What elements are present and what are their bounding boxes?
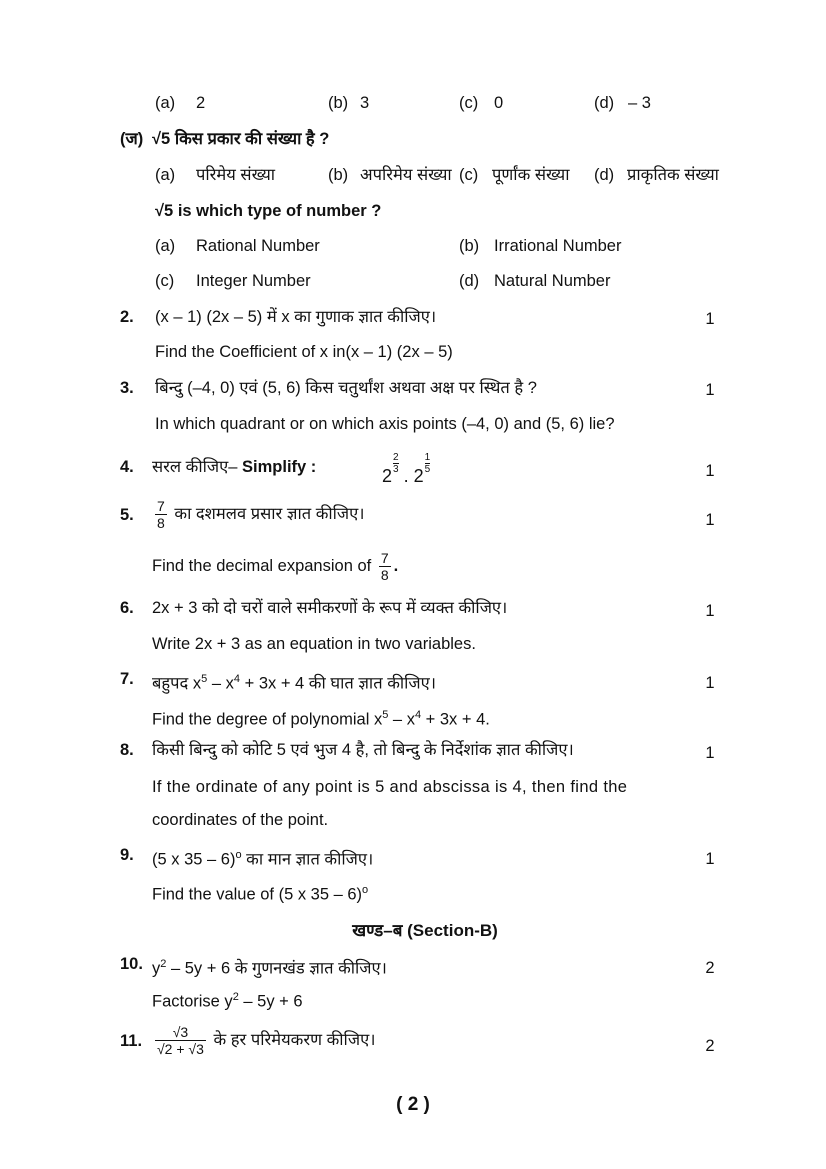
- text-segment: Find the degree of polynomial x: [152, 710, 383, 729]
- option-a-label: (a): [155, 94, 176, 112]
- fraction-denominator: 8: [380, 567, 389, 584]
- expr-base-1: 2: [382, 466, 393, 486]
- question-j-label: (ज): [120, 130, 144, 148]
- option-a-value: 2: [196, 94, 206, 112]
- text-segment: + 3x + 4.: [421, 710, 490, 729]
- question-6-marks: 1: [705, 602, 715, 620]
- option-b-label: (b): [328, 94, 349, 112]
- fraction-7-8: [379, 550, 391, 583]
- question-11-marks: 2: [705, 1037, 715, 1055]
- question-9-marks: 1: [705, 850, 715, 868]
- eng-option-b-label: (b): [459, 237, 480, 255]
- question-5-hindi-line: [152, 494, 365, 534]
- text-segment: y: [152, 959, 161, 978]
- question-number: 3.: [120, 379, 134, 397]
- question-4-text: [152, 456, 316, 478]
- option-d-value: – 3: [628, 94, 651, 112]
- option-d-label: (d): [594, 94, 615, 112]
- question-9-english: [152, 879, 368, 906]
- text-segment: – x: [207, 674, 234, 693]
- exp1-num: 2: [393, 452, 399, 463]
- exponent: o: [235, 849, 242, 861]
- exponent: 5: [201, 673, 208, 685]
- exponent: 2: [232, 991, 239, 1003]
- question-3-marks: 1: [705, 381, 715, 399]
- hindi-option-a-label: (a): [155, 166, 176, 184]
- question-2-marks: 1: [705, 310, 715, 328]
- expr-separator: .: [403, 466, 409, 486]
- question-7-marks: 1: [705, 674, 715, 692]
- question-7-english: [152, 704, 490, 731]
- exponent-fraction-2: [425, 452, 431, 475]
- question-4-english: Simplify :: [242, 458, 317, 476]
- eng-option-c-text: Integer Number: [196, 272, 311, 290]
- text-segment: + 3x + 4 की घात ज्ञात कीजिए।: [240, 674, 437, 693]
- fraction-denominator: 8: [157, 515, 165, 532]
- hindi-option-b-text: अपरिमेय संख्या: [360, 166, 452, 184]
- question-j-english: √5 is which type of number ?: [155, 202, 382, 220]
- fraction-denominator: √2 + √3: [157, 1041, 204, 1058]
- question-10-hindi: [152, 953, 387, 980]
- question-6-hindi: 2x + 3 को दो चरों वाले समीकरणों के रूप में व्यक्त कीजिए।: [152, 599, 508, 617]
- question-8-english-line1: If the ordinate of any point is 5 and abscissa is 4, then find the: [152, 778, 628, 796]
- text-segment: का मान ज्ञात कीजिए।: [241, 850, 374, 869]
- hindi-option-d-text: प्राकृतिक संख्या: [627, 166, 719, 184]
- exponent: 4: [414, 709, 422, 721]
- question-6-english: Write 2x + 3 as an equation in two variables.: [152, 635, 476, 653]
- text-segment: (5 x 35 – 6): [152, 850, 236, 869]
- question-number: 11.: [120, 1032, 143, 1050]
- hindi-option-b-label: (b): [328, 166, 349, 184]
- question-8-hindi: किसी बिन्दु को कोटि 5 एवं भुज 4 है, तो बिन्दु के निर्देशांक ज्ञात कीजिए।: [152, 741, 574, 759]
- question-7-hindi: [152, 668, 436, 695]
- question-8-marks: 1: [705, 744, 715, 762]
- text-segment: Factorise y: [152, 992, 233, 1011]
- fraction-numerator: 7: [380, 550, 389, 567]
- question-3-hindi: बिन्दु (–4, 0) एवं (5, 6) किस चतुर्थांश अथवा अक्ष पर स्थित है ?: [155, 379, 537, 397]
- question-j-hindi: √5 किस प्रकार की संख्या है ?: [152, 130, 330, 148]
- exponent: 2: [160, 958, 167, 970]
- option-c-value: 0: [494, 94, 504, 112]
- exponent: 5: [382, 709, 389, 721]
- question-number: 4.: [120, 458, 134, 476]
- question-8-english-line2: coordinates of the point.: [152, 811, 329, 829]
- question-3-english: In which quadrant or on which axis points (–4, 0) and (5, 6) lie?: [155, 415, 615, 433]
- question-5-marks: 1: [705, 511, 715, 529]
- exp2-den: 5: [424, 464, 431, 475]
- fraction-7-8: [155, 498, 167, 531]
- option-c-label: (c): [459, 94, 479, 112]
- text-segment: Find the value of (5 x 35 – 6): [152, 885, 363, 904]
- question-4-hindi: सरल कीजिए–: [152, 458, 238, 476]
- question-11-line: [152, 1018, 375, 1062]
- exponent: o: [362, 884, 369, 896]
- eng-option-d-text: Natural Number: [494, 272, 611, 290]
- question-9-hindi: [152, 844, 373, 871]
- fraction-numerator: √3: [172, 1024, 189, 1041]
- question-5-hindi: का दशमलव प्रसार ज्ञात कीजिए।: [174, 505, 365, 523]
- question-5-english-line: [152, 546, 398, 586]
- eng-option-b-text: Irrational Number: [494, 237, 622, 255]
- text-segment: बहुपद x: [152, 674, 202, 693]
- sentence-end: .: [393, 557, 399, 575]
- question-10-english: [152, 986, 303, 1013]
- expr-base-2: 2: [413, 466, 424, 486]
- text-segment: – 5y + 6 के गुणनखंड ज्ञात कीजिए।: [166, 959, 387, 978]
- eng-option-a-label: (a): [155, 237, 176, 255]
- hindi-option-a-text: परिमेय संख्या: [196, 166, 276, 184]
- question-number: 9.: [120, 846, 134, 864]
- hindi-option-c-label: (c): [459, 166, 479, 184]
- text-segment: – x: [388, 710, 415, 729]
- exp2-num: 1: [424, 452, 431, 463]
- question-number: 7.: [120, 670, 134, 688]
- question-number: 2.: [120, 308, 134, 326]
- option-b-value: 3: [360, 94, 370, 112]
- hindi-option-c-text: पूर्णांक संख्या: [492, 166, 570, 184]
- question-10-marks: 2: [705, 959, 715, 977]
- question-2-hindi: (x – 1) (2x – 5) में x का गुणाक ज्ञात कीजिए।: [155, 308, 437, 326]
- exponent: 4: [233, 673, 241, 685]
- question-number: 10.: [120, 955, 143, 973]
- fraction-sqrt3-over-sqrt2-plus-sqrt3: [155, 1024, 206, 1057]
- question-number: 5.: [120, 506, 134, 524]
- question-4-expression: [382, 452, 430, 491]
- hindi-option-d-label: (d): [594, 166, 615, 184]
- text-segment: – 5y + 6: [238, 992, 303, 1011]
- fraction-numerator: 7: [157, 498, 165, 515]
- question-4-marks: 1: [705, 462, 715, 480]
- eng-option-c-label: (c): [155, 272, 175, 290]
- question-number: 6.: [120, 599, 134, 617]
- exp1-den: 3: [393, 464, 399, 475]
- section-heading: खण्ड–ब (Section-B): [352, 921, 498, 940]
- question-2-english: Find the Coefficient of x in(x – 1) (2x – 5): [155, 343, 453, 361]
- eng-option-a-text: Rational Number: [196, 237, 320, 255]
- eng-option-d-label: (d): [459, 272, 480, 290]
- question-5-english: Find the decimal expansion of: [152, 557, 372, 575]
- exponent-fraction-1: [393, 452, 399, 475]
- page-number: ( 2 ): [396, 1094, 430, 1115]
- question-number: 8.: [120, 741, 134, 759]
- question-11-hindi: के हर परिमेयकरण कीजिए।: [213, 1031, 376, 1049]
